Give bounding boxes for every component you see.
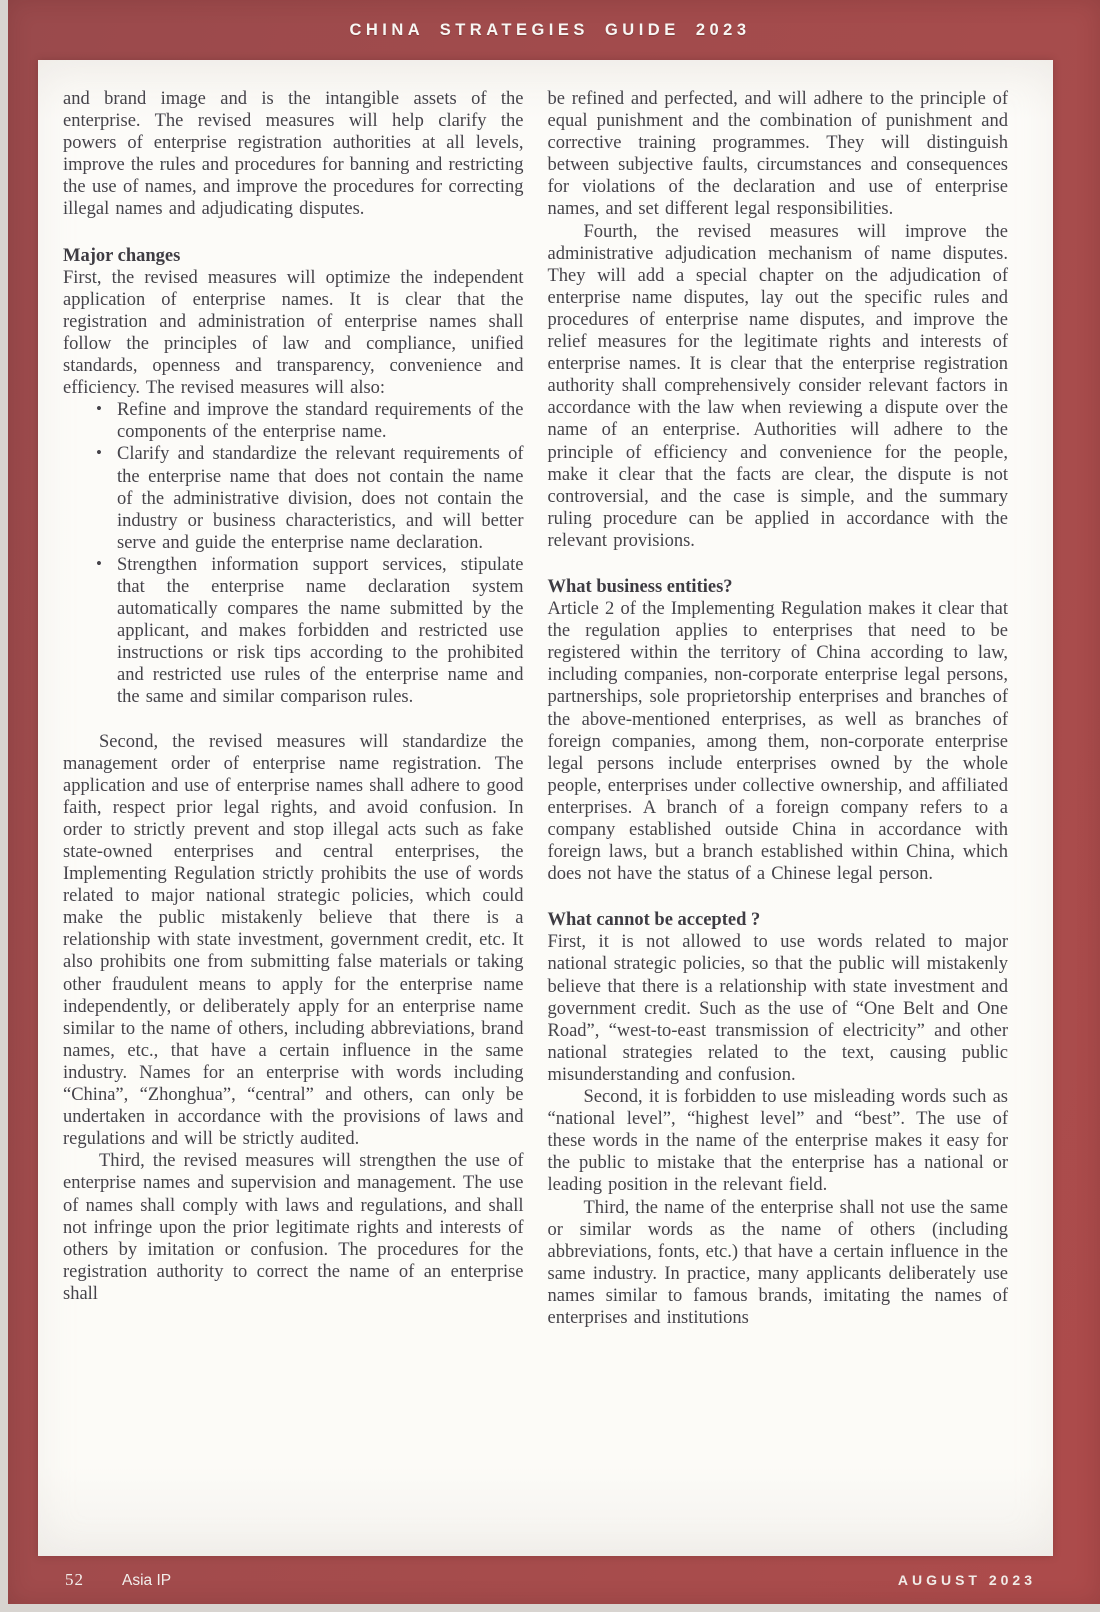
paragraph-first-measure: First, the revised measures will optimize the independent application of enterprise names. It is clear that the registration and administration of enterprise names shall follow the principles of law and compliance, unified standards, openness and transparency, convenience and efficiency. The revised measures will also: [63, 267, 524, 399]
bullet-item: • Strengthen information support services, stipulate that the enterprise name declaration system automatically compares the name submitted by the applicant, and makes forbidden and restricted use instructions or risk tips according to the prohibited and restricted use rules of the enterprise name and the same and similar comparison rules. [63, 554, 524, 709]
section-heading-major-changes: Major changes [63, 245, 181, 266]
paragraph-second-measure: Second, the revised measures will standardize the management order of enterprise name registration. The application and use of enterprise names shall adhere to good faith, respect prior legal rights, and avoid confusion. In order to strictly prevent and stop illegal acts such as fake state-owned enterprises and central enterprises, the Implementing Regulation strictly prohibits the use of words related to major national strategic policies, which could make the public mistakenly believe that there is a relationship with state investment, government credit, etc. It also prohibits one from submitting false materials or taking other fraudulent means to apply for the enterprise name independently, or deliberately apply for an enterprise name similar to the name of others, including abbreviations, brand names, etc., that have a certain influence in the same industry. Names for an enterprise with words including “China”, “Zhonghua”, “central” and others, can only be undertaken in accordance with the provisions of laws and regulations and will be strictly audited. [63, 731, 524, 1150]
footer-publication-name: Asia IP [122, 1572, 172, 1589]
footer-page-number: 52 [65, 1570, 84, 1589]
bullet-list [63, 399, 524, 708]
paragraph-not-accepted-second: Second, it is forbidden to use misleading words such as “national level”, “highest level” and “best”. The use of these words in the name of the enterprise makes it easy for the public to mistake that the enterprise has a national or leading position in the relevant field. [547, 1087, 1008, 1196]
paragraph-fourth-measure: Fourth, the revised measures will improve the administrative adjudication mechanism of name disputes. They will add a special chapter on the adjudication of enterprise name disputes, lay out the specific rules and procedures of enterprise name disputes, and improve the relief measures for the legitimate rights and interests of enterprise names. It is clear that the enterprise registration authority shall comprehensively consider relevant factors in accordance with the law when reviewing a dispute over the name of an enterprise. Authorities will adhere to the principle of efficiency and convenience for the people, make it clear that the facts are clear, the dispute is not controversial, and the case is simple, and the summary ruling procedure can be applied in accordance with the relevant provisions. [547, 221, 1008, 551]
paragraph-not-accepted-third: Third, the name of the enterprise shall not use the same or similar words as the name of others (including abbreviations, fonts, etc.) that have a certain influence in the same industry. In practice, many applicants deliberately use names similar to famous brands, imitating the names of enterprises and institutions [547, 1197, 1008, 1328]
bullet-item: • Refine and improve the standard requirements of the components of the enterprise name. [63, 399, 524, 443]
right-column [548, 88, 1009, 1546]
article-body [63, 88, 1008, 1546]
scan-edge-left [0, 0, 8, 1612]
page-title: CHINA STRATEGIES GUIDE 2023 [349, 20, 751, 39]
left-column [63, 88, 524, 1546]
paragraph-refined: be refined and perfected, and will adhere to the principle of equal punishment and the combination of punishment and corrective training programmes. They will distinguish between subjective faults, circumstances and consequences for violations of the declaration and use of enterprise names, and set different legal responsibilities. [547, 89, 1008, 220]
paragraph-business-entities: Article 2 of the Implementing Regulation makes it clear that the regulation applies to enterprises that need to be registered within the territory of China according to law, including companies, non-corporate enterprise legal persons, partnerships, sole proprietorship enterprises and branches of the above-mentioned enterprises, as well as branches of foreign companies, among them, non-corporate enterprise legal persons include enterprises owned by the whole people, enterprises under collective ownership, and affiliated enterprises. A branch of a foreign company refers to a company established outside China in accordance with foreign laws, but a branch established within China, which does not have the status of a Chinese legal person. [547, 599, 1008, 885]
bullet-item: • Clarify and standardize the relevant requirements of the enterprise name that does not contain the name of the administrative division, does not contain the industry or business characteristics, and will better serve and guide the enterprise name declaration. [63, 443, 524, 553]
paragraph-not-accepted-first: First, it is not allowed to use words related to major national strategic policies, so that the public will mistakenly believe that there is a relationship with state investment and government credit. Such as the use of “One Belt and One Road”, “west-to-east transmission of electricity” and other national strategies related to the text, causing public misunderstanding and confusion. [547, 932, 1008, 1085]
header-band [0, 0, 1100, 60]
footer-issue-date: AUGUST 2023 [897, 1572, 1036, 1588]
section-heading-business-entities: What business entities? [547, 576, 733, 597]
section-heading-not-accepted: What cannot be accepted ? [547, 910, 761, 931]
paragraph-intro: and brand image and is the intangible assets of the enterprise. The revised measures will help clarify the powers of enterprise registration authorities at all levels, improve the rules and procedures for banning and restricting the use of names, and improve the procedures for correcting illegal names and adjudicating disputes. [63, 89, 524, 220]
paragraph-third-measure: Third, the revised measures will strengthen the use of enterprise names and supervision and management. The use of names shall comply with laws and regulations, and shall not infringe upon the prior legitimate rights and interests of others by imitation or confusion. The procedures for the registration authority to correct the name of an enterprise shall [63, 1151, 524, 1304]
scan-edge-bottom [0, 1604, 1100, 1612]
page-footer [65, 1570, 1036, 1596]
document-page [38, 60, 1053, 1556]
